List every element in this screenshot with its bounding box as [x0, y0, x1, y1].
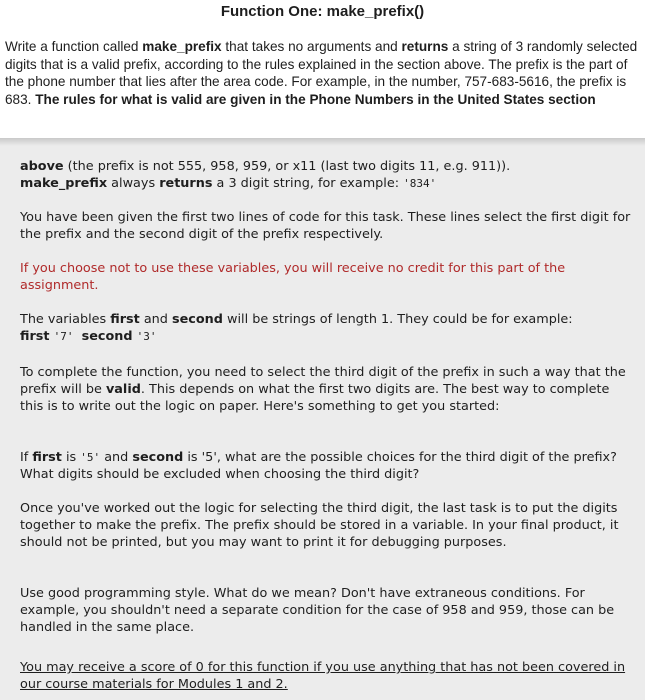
first-example-code: '7' — [53, 330, 74, 343]
valid-word: valid — [105, 382, 141, 397]
five-code: '5' — [80, 451, 101, 464]
question-text-4: is '5', what are the possible choices for the third digit of the prefix? What digits should be excluded when choosing the third digit? — [20, 450, 617, 482]
invalid-prefixes-text: (the prefix is not 555, 958, 959, or x11 (last two digits 11, e.g. 911)). — [63, 159, 511, 174]
paragraph-above-rules — [20, 158, 632, 192]
above-word: above — [20, 159, 64, 174]
paragraph-style: Use good programming style. What do we mean? Don't have extraneous conditions. For example, you shouldn't need a separate condition for the case of 958 and 959, those can be handled in the same place. — [20, 586, 615, 635]
intro-text-2: that takes no arguments and — [221, 39, 402, 54]
example-text: a 3 digit string, for example: — [212, 176, 404, 191]
first-variable: first — [32, 450, 62, 465]
second-example-code: '3' — [136, 330, 157, 343]
variables-text-3: will be strings of length 1. They could be for example: — [222, 312, 573, 327]
returns-keyword: returns — [159, 176, 213, 191]
example-code: '834' — [403, 177, 437, 190]
intro-text-1: Write a function called — [5, 39, 143, 54]
rules-note: The rules for what is valid are given in the Phone Numbers in the United States section — [35, 91, 596, 107]
returns-keyword: returns — [401, 39, 449, 54]
complete-text-2: . This depends on what the first two digits are. The best way to complete this is to write out the logic on paper. Here's something to get you started: — [20, 382, 610, 414]
variables-text-2: and — [139, 312, 172, 327]
paragraph-given-lines: You have been given the first two lines of code for this task. These lines select the first digit for the prefix and the second digit of the prefix respectively. — [20, 210, 631, 242]
section-title: Function One: make_prefix() — [220, 3, 425, 20]
question-text-2: is — [61, 450, 81, 465]
complete-text-1: To complete the function, you need to select the third digit of the prefix in such a way that the prefix will be — [20, 365, 626, 397]
first-variable: first — [110, 312, 140, 327]
paragraph-score-warning: You may receive a score of 0 for this function if you use anything that has not been covered in our course materials for Modules 1 and 2. — [20, 660, 626, 692]
question-text-1: If — [20, 450, 33, 465]
second-variable: second — [171, 312, 223, 327]
second-variable: second — [81, 329, 133, 344]
paragraph-warning: If you choose not to use these variables, you will receive no credit for this part of the assignment. — [20, 261, 566, 293]
paragraph-put-together: Once you've worked out the logic for selecting the third digit, the last task is to put the digits together to make the prefix. The prefix should be stored in a variable. In your final product, it should not be printed, but you may want to print it for debugging purposes. — [20, 501, 619, 550]
question-text-3: and — [100, 450, 133, 465]
variables-text-1: The variables — [20, 312, 111, 327]
paragraph-variables — [20, 311, 632, 345]
first-variable: first — [20, 329, 50, 344]
always-text: always — [107, 176, 160, 191]
intro-paragraph — [5, 38, 645, 108]
function-name: make_prefix — [20, 176, 108, 191]
page-fold-shadow — [0, 138, 645, 146]
paragraph-question — [20, 449, 632, 483]
top-section — [0, 0, 645, 138]
function-name: make_prefix — [142, 39, 222, 54]
second-variable: second — [132, 450, 184, 465]
intro-text-3: a string of 3 randomly selected digits that is a valid prefix, according to the rules explained in the section above. The prefix is the part of the phone number that lies after the area code. For example, in the number, 757-683-5616, the prefix is 683. — [5, 39, 638, 107]
paragraph-complete-function — [20, 364, 632, 415]
